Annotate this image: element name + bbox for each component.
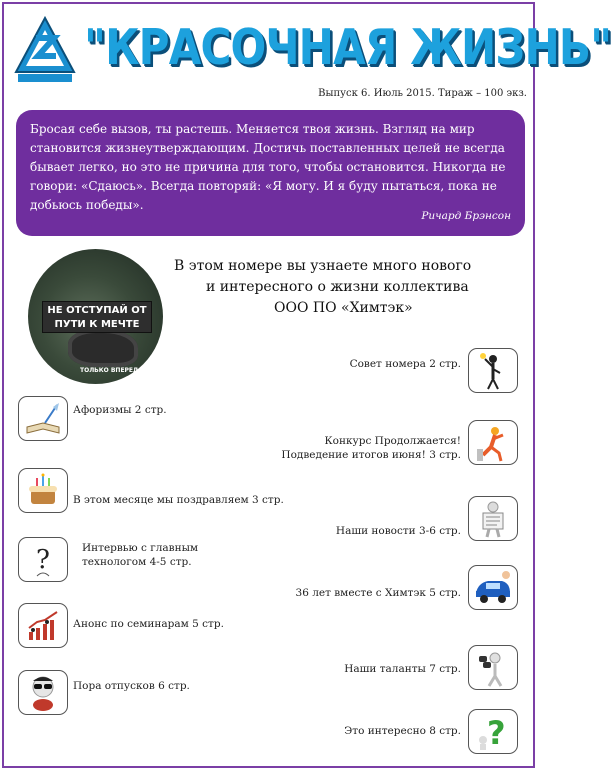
sunglasses-figure-icon[interactable] — [18, 670, 68, 715]
contents-item-congratulations[interactable]: В этом месяце мы поздравляем 3 стр. — [73, 494, 284, 506]
issue-info: Выпуск 6. Июль 2015. Тираж – 100 экз. — [318, 88, 527, 99]
book-quill-icon[interactable] — [18, 396, 68, 441]
quote-text: Бросая себе вызов, ты растешь. Меняется твоя жизнь. Взгляд на мир становится жизнеутверждающим. Достичь поставленных целей не всегда бывает легко, но это не причина для того, чтобы остановится. Никогда не говори: «Сдаюсь». Всегда повторяй: «Я могу. И я буду пытаться, пока не добьюсь победы». — [30, 122, 506, 212]
stick-figure-idea-icon[interactable] — [468, 348, 518, 393]
runner-figure-icon[interactable] — [468, 420, 518, 465]
contents-item-interesting[interactable]: Это интересно 8 стр. — [344, 725, 461, 737]
green-question-icon[interactable] — [468, 709, 518, 754]
binoculars-figure-icon[interactable] — [468, 645, 518, 690]
svg-text:?: ? — [487, 713, 506, 752]
company-logo — [14, 16, 76, 86]
newsletter-title: "КРАСОЧНАЯ ЖИЗНЬ" — [84, 19, 611, 76]
contents-item-talents[interactable]: Наши таланты 7 стр. — [344, 663, 461, 675]
contents-item-contest-line2[interactable]: Подведение итогов июня! 3 стр. — [281, 449, 461, 461]
contents-item-interview-line2[interactable]: технологом 4-5 стр. — [82, 556, 192, 568]
growth-chart-icon[interactable] — [18, 603, 68, 648]
contents-item-anniversary[interactable]: 36 лет вместе с Химтэк 5 стр. — [295, 587, 461, 599]
contents-item-vacations[interactable]: Пора отпусков 6 стр. — [73, 680, 190, 692]
svg-text:?: ? — [36, 544, 50, 575]
blue-car-icon[interactable] — [468, 565, 518, 610]
photo-banner-text: НЕ ОТСТУПАЙ ОТ ПУТИ К МЕЧТЕ — [42, 301, 152, 333]
intro-line-3: ООО ПО «Химтэк» — [274, 300, 413, 316]
quote-box — [16, 110, 525, 236]
newspaper-figure-icon[interactable] — [468, 496, 518, 541]
quote-author: Ричард Брэнсон — [421, 210, 511, 222]
intro-line-1: В этом номере вы узнаете много нового — [174, 258, 472, 274]
motivation-photo — [28, 249, 163, 384]
contents-item-seminars[interactable]: Анонс по семинарам 5 стр. — [73, 618, 224, 630]
contents-item-contest[interactable]: Конкурс Продолжается! — [324, 435, 461, 447]
contents-item-news[interactable]: Наши новости 3-6 стр. — [335, 525, 461, 537]
contents-item-advice[interactable]: Совет номера 2 стр. — [349, 358, 461, 370]
issue-intro — [172, 256, 492, 319]
photo-small-text: ТОЛЬКО ВПЕРЕД — [80, 367, 139, 374]
question-head-icon[interactable] — [18, 537, 68, 582]
birthday-cake-icon[interactable] — [18, 468, 68, 513]
contents-item-aphorisms[interactable]: Афоризмы 2 стр. — [73, 404, 167, 416]
contents-item-interview[interactable]: Интервью с главным — [82, 542, 199, 554]
sneaker-image — [68, 329, 138, 367]
intro-line-2: и интересного о жизни коллектива — [206, 279, 469, 295]
